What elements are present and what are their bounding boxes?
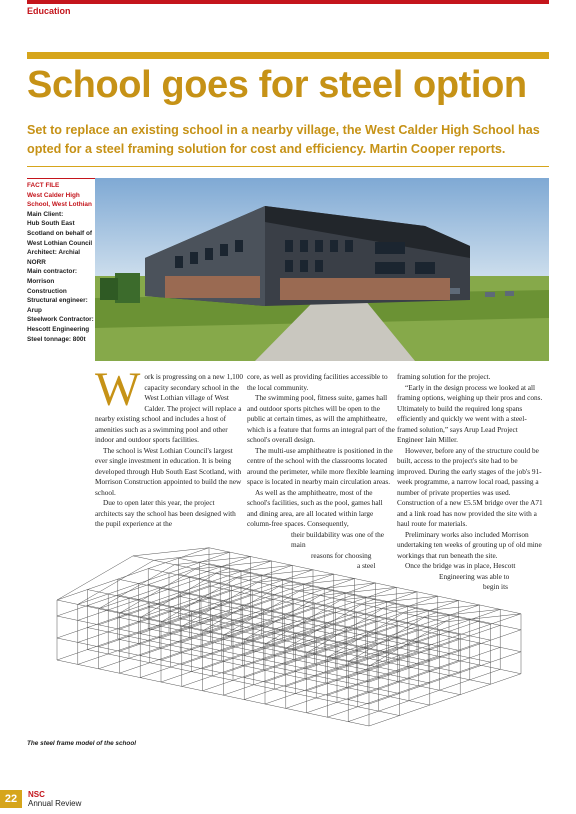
paragraph: framing solution for the project. — [397, 372, 491, 381]
fact-file-heading: FACT FILE — [27, 178, 95, 191]
fact-file — [27, 178, 95, 344]
section-label: Education — [27, 6, 71, 16]
standfirst: Set to replace an existing school in a nearby village, the West Calder High School has opted for a steel framing solution for cost and efficiency. Martin Cooper reports. — [27, 123, 540, 156]
publication-footer — [28, 790, 81, 808]
paragraph: The swimming pool, fitness suite, games hall and outdoor sports pitches will be open to the public at certain times, as will the amphitheatre, which is a feature that forms an integral part of the school's overall design. — [247, 393, 395, 444]
publication-name: Annual Review — [28, 799, 82, 808]
standfirst-rule — [27, 166, 549, 167]
school-photo — [95, 178, 549, 361]
drop-cap: W — [95, 363, 141, 416]
headline: School goes for steel option — [27, 64, 527, 106]
paragraph: However, before any of the structure could be built, access to the project's site had to be improved. During the early stages of the job's 91-week programme, a narrow local road, passing a number of private properties was used. Construction of a new £5.5M bridge over the A71 and a link road has now provided the site with a haul route for materials. — [397, 445, 543, 528]
text-line: Engineering was able to — [439, 571, 510, 581]
paragraph: Due to open later this year, the project architects say the school has been designed with the pupil experience at the — [95, 498, 236, 528]
text-line: reasons for choosing — [311, 550, 372, 560]
paragraph: ork is progressing on a new 1,100 capacity secondary school in the West Lothian village of West Calder. The project will replace a nearby existing school and includes a host of amenities such as a swimming pool and other indoor and outdoor sports facilities. — [95, 372, 244, 444]
text-line: begin its — [483, 582, 508, 591]
steel-frame-model — [27, 540, 547, 750]
paragraph: The multi-use amphitheatre is positioned in the centre of the school with the classrooms located around the perimeter, while more flexible learning space is located in nearby main circulation areas. — [247, 445, 395, 486]
text-line: Once the bridge was in place, Hescott — [405, 561, 516, 570]
paragraph: As well as the amphitheatre, most of the school's facilities, such as the pool, games hall and dining area, are all located within large column-free spaces. Consequently, — [247, 487, 383, 528]
fact-file-body: Main Client: Hub South East Scotland on behalf of West Lothian Council Architect: Archial NORR Main contractor: Morrison Construction Structural engineer: Arup Steelwork Contractor: Hescott Engineering Steel tonnage: 800t — [27, 210, 94, 343]
text-line: their buildability was one of the main — [291, 529, 385, 549]
paragraph: The school is West Lothian Council's largest ever single investment in education. It is being developed through Hub South East Scotland, with Morrison Construction appointed to build the new school. — [95, 445, 242, 497]
body-column-1 — [95, 363, 244, 530]
paragraph: Preliminary works also included Morrison undertaking ten weeks of grouting up of old mine workings that run beneath the site. — [397, 529, 542, 560]
top-accent-bar — [27, 0, 549, 4]
brand-name: NSC — [28, 790, 45, 799]
figure-caption: The steel frame model of the school — [27, 740, 137, 747]
page-number: 22 — [0, 790, 22, 808]
fact-file-title: West Calder High School, West Lothian — [27, 191, 92, 209]
text-line: a steel — [357, 561, 376, 570]
headline-rule — [27, 52, 549, 59]
paragraph: “Early in the design process we looked at all framing options, weighing up their pros and cons. Ultimately to build the required long spans efficiently and quickly we went with a steel-framed solution,” says Arup Lead Project Engineer Iain Miller. — [397, 382, 543, 444]
paragraph: core, as well as providing facilities accessible to the local community. — [247, 372, 388, 392]
